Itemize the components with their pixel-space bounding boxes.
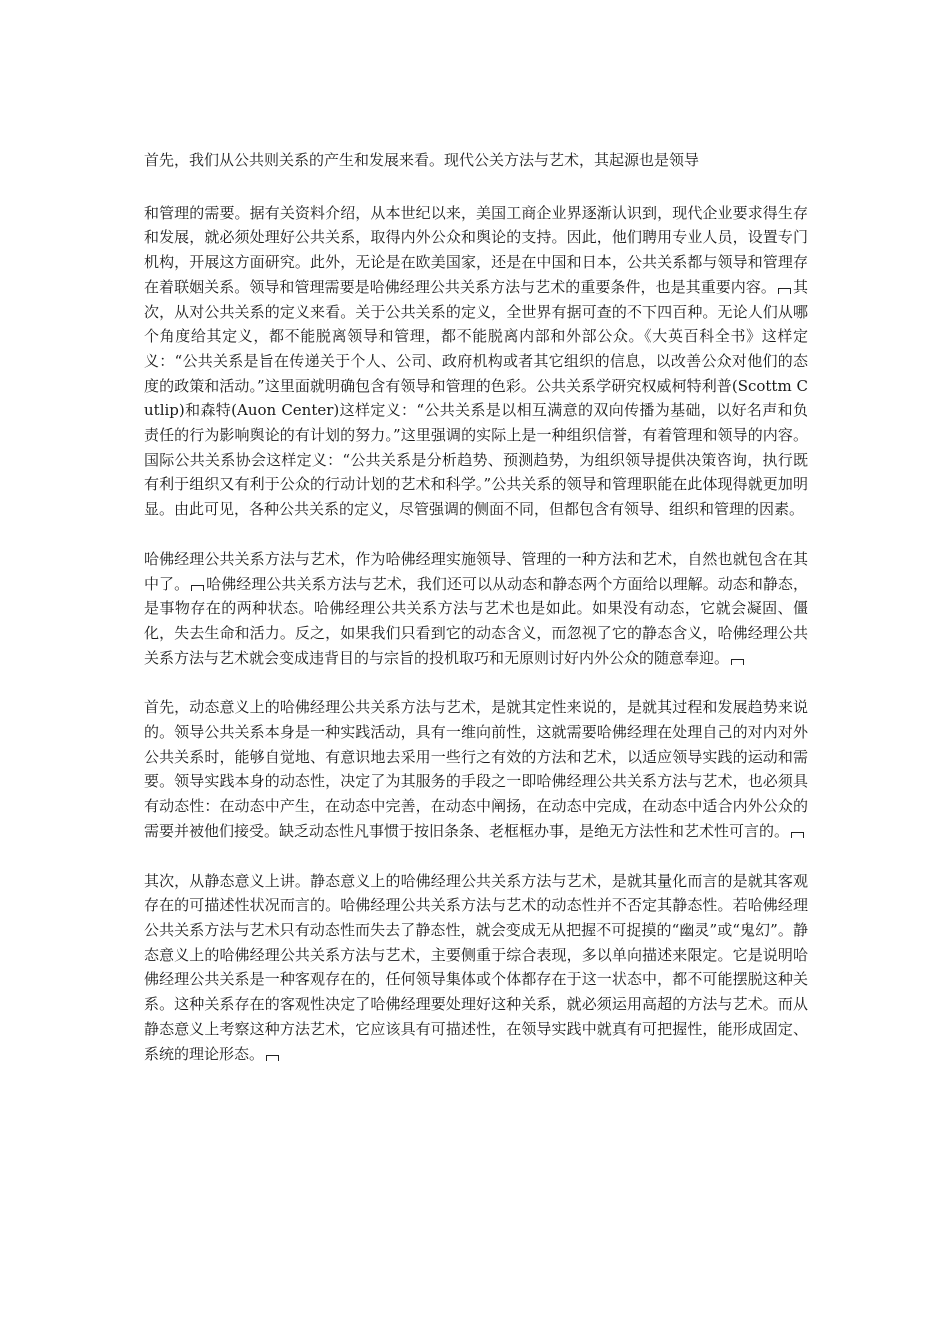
paragraph-1	[144, 148, 808, 173]
paragraph-3-text-b: 哈佛经理公共关系方法与艺术，我们还可以从动态和静态两个方面给以理解。动态和静态，是事物存在的两种状态。哈佛经理公共关系方法与艺术也是如此。如果没有动态，它就会凝固、僵化，失去生命和活力。反之，如果我们只看到它的动态含义，而忽视了它的静态含义，哈佛经理公共关系方法与艺术就会变成违背目的与宗旨的投机取巧和无原则讨好内外公众的随意奉迎。	[144, 574, 808, 667]
paragraph-1-text: 首先，我们从公共则关系的产生和发展来看。现代公关方法与艺术，其起源也是领导	[144, 151, 700, 169]
paragraph-3-text-a: 哈佛经理公共关系方法与艺术，作为哈佛经理实施领导、管理的一种方法和艺术，自然也就包含在其中了。	[144, 549, 808, 593]
paragraph-5-text: 其次，从静态意义上讲。静态意义上的哈佛经理公共关系方法与艺术，是就其量化而言的是就其客观存在的可描述性状况而言的。哈佛经理公共关系方法与艺术的动态性并不否定其静态性。若哈佛经理公共关系方法与艺术只有动态性而失去了静态性，就会变成无从把握不可捉摸的“幽灵”或“鬼幻”。静态意义上的哈佛经理公共关系方法与艺术，主要侧重于综合表现，多以单向描述来限定。它是说明哈佛经理公共关系是一种客观存在的，任何领导集体或个体都存在于这一状态中，都不可能摆脱这种关系。这种关系存在的客观性决定了哈佛经理要处理好这种关系，就必须运用高超的方法与艺术。而从静态意义上考察这种方法艺术，它应该具有可描述性，在领导实践中就真有可把握性，能形成固定、系统的理论形态。	[144, 871, 808, 1063]
paragraph-5	[144, 869, 808, 1067]
paragraph-3	[144, 547, 808, 671]
paragraph-2	[144, 201, 808, 522]
document-page	[144, 148, 808, 1066]
paragraph-break-mark	[191, 585, 204, 591]
paragraph-4-text: 首先，动态意义上的哈佛经理公共关系方法与艺术，是就其定性来说的，是就其过程和发展趋势来说的。领导公共关系本身是一种实践活动，具有一维向前性，这就需要哈佛经理在处理自己的对内对外公共关系时，能够自觉地、有意识地去采用一些行之有效的方法和艺术，以适应领导实践的运动和需要。领导实践本身的动态性，决定了为其服务的手段之一即哈佛经理公共关系方法与艺术，也必须具有动态性：在动态中产生，在动态中完善，在动态中阐扬，在动态中完成，在动态中适合内外公众的需要并被他们接受。缺乏动态性凡事惯于按旧条条、老框框办事，是绝无方法性和艺术性可言的。	[144, 698, 808, 840]
paragraph-break-mark	[791, 832, 804, 838]
paragraph-2-text-a: 和管理的需要。据有关资料介绍，从本世纪以来，美国工商企业界逐渐认识到，现代企业要求得生存和发展，就必须处理好公共关系，取得内外公众和舆论的支持。因此，他们聘用专业人员，设置专门机构，开展这方面研究。此外，无论是在欧美国家，还是在中国和日本，公共关系都与领导和管理存在着联姻关系。领导和管理需要是哈佛经理公共关系方法与艺术的重要条件，也是其重要内容。	[144, 203, 808, 296]
paragraph-break-mark	[731, 659, 744, 665]
paragraph-4	[144, 695, 808, 843]
paragraph-2-text-b: 其次，从对公共关系的定义来看。关于公共关系的定义，全世界有据可查的不下四百种。无论人们从哪个角度给其定义，都不能脱离领导和管理，都不能脱离内部和外部公众。《大英百科全书》这样定义：“公共关系是旨在传递关于个人、公司、政府机构或者其它组织的信息，以改善公众对他们的态度的政策和活动。”这里面就明确包含有领导和管理的色彩。公共关系学研究权威柯特利普(Scottm Cutlip)和森特(Auon Center)这样定义：“公共关系是以相互满意的双向传播为基础，以好名声和负责任的行为影响舆论的有计划的努力。”这里强调的实际上是一种组织信誉，有着管理和领导的内容。国际公共关系协会这样定义：“公共关系是分析趋势、预测趋势，为组织领导提供决策咨询，执行既有利于组织又有利于公众的行动计划的艺术和科学。”公共关系的领导和管理职能在此体现得就更加明显。由此可见，各种公共关系的定义，尽管强调的侧面不同，但都包含有领导、组织和管理的因素。	[144, 277, 808, 519]
paragraph-break-mark	[778, 288, 791, 294]
paragraph-break-mark	[266, 1055, 279, 1061]
